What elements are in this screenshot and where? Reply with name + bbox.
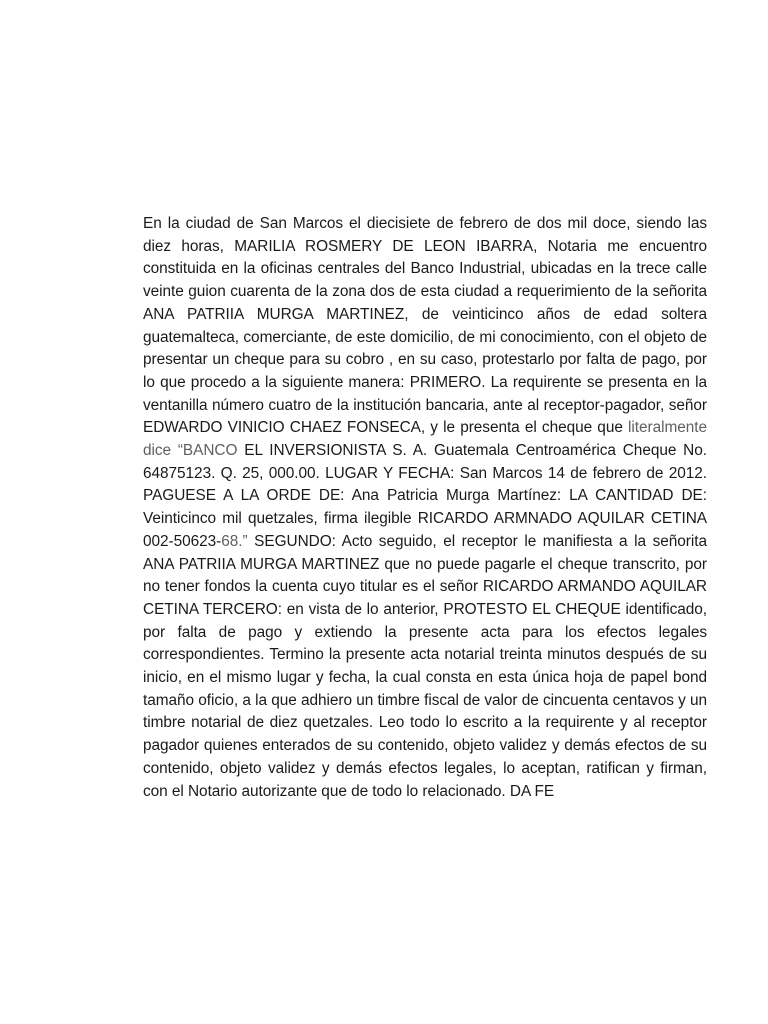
paragraph-text-part-5: SEGUNDO: Acto seguido, el receptor le manifiesta a la señorita ANA PATRIIA MURGA MARTINEZ que no puede pagarle el cheque transcrito, por no tener fondos la cuenta cuyo titular es el señor RICARDO ARMANDO AQUILAR CETINA TERCERO: en vista de lo anterior, PROTESTO EL CHEQUE identificado, por falta de pago y extiendo la presente acta para los efectos legales correspondientes. Termino la presente acta notarial treinta minutos después de su inicio, en el mismo lugar y fecha, la cual consta en esta única hoja de papel bond tamaño oficio, a la que adhiero un timbre fiscal de valor de cincuenta centavos y un timbre notarial de diez quetzales. Leo todo lo escrito a la requirente y al receptor pagador quienes enterados de su contenido, objeto validez y demás efectos de su contenido, objeto validez y demás efectos legales, lo aceptan, ratifican y firman, con el Notario autorizante que de todo lo relacionado. DA FE <box>143 532 707 800</box>
paragraph-text-part-3: EL INVERSIONISTA S. A. Guatemala Centroamérica Cheque No. 64875123. Q. 25, 000.00. LUGAR Y FECHA: San Marcos 14 de febrero de 2012. PAGUESE A LA ORDE DE: Ana Patricia Murga Martínez: LA CANTIDAD DE: Veinticinco mil quetzales, firma ilegible RICARDO ARMNADO AQUILAR CETINA 002-50623- <box>143 442 707 550</box>
paragraph-text-part-4: 68.” <box>221 532 248 550</box>
paragraph-text-part-1: En la ciudad de San Marcos el diecisiete de febrero de dos mil doce, siendo las diez horas, MARILIA ROSMERY DE LEON IBARRA, Notaria me encuentro constituida en la oficinas centrales del Banco Industrial, ubicadas en la trece calle veinte guion cuarenta de la zona dos de esta ciudad a requerimiento de la señorita ANA PATRIIA MURGA MARTINEZ, de veinticinco años de edad soltera guatemalteca, comerciante, de este domicilio, de mi conocimiento, con el objeto de presentar un cheque para su cobro , en su caso, protestarlo por falta de pago, por lo que procedo a la siguiente manera: PRIMERO. La requirente se presenta en la ventanilla número cuatro de la institución bancaria, ante al receptor-pagador, señor EDWARDO VINICIO CHAEZ FONSECA, y le presenta el cheque que <box>143 215 707 437</box>
document-body-paragraph <box>143 213 707 803</box>
paragraph-text-part-2: literalmente dice “BANCO <box>143 419 707 460</box>
